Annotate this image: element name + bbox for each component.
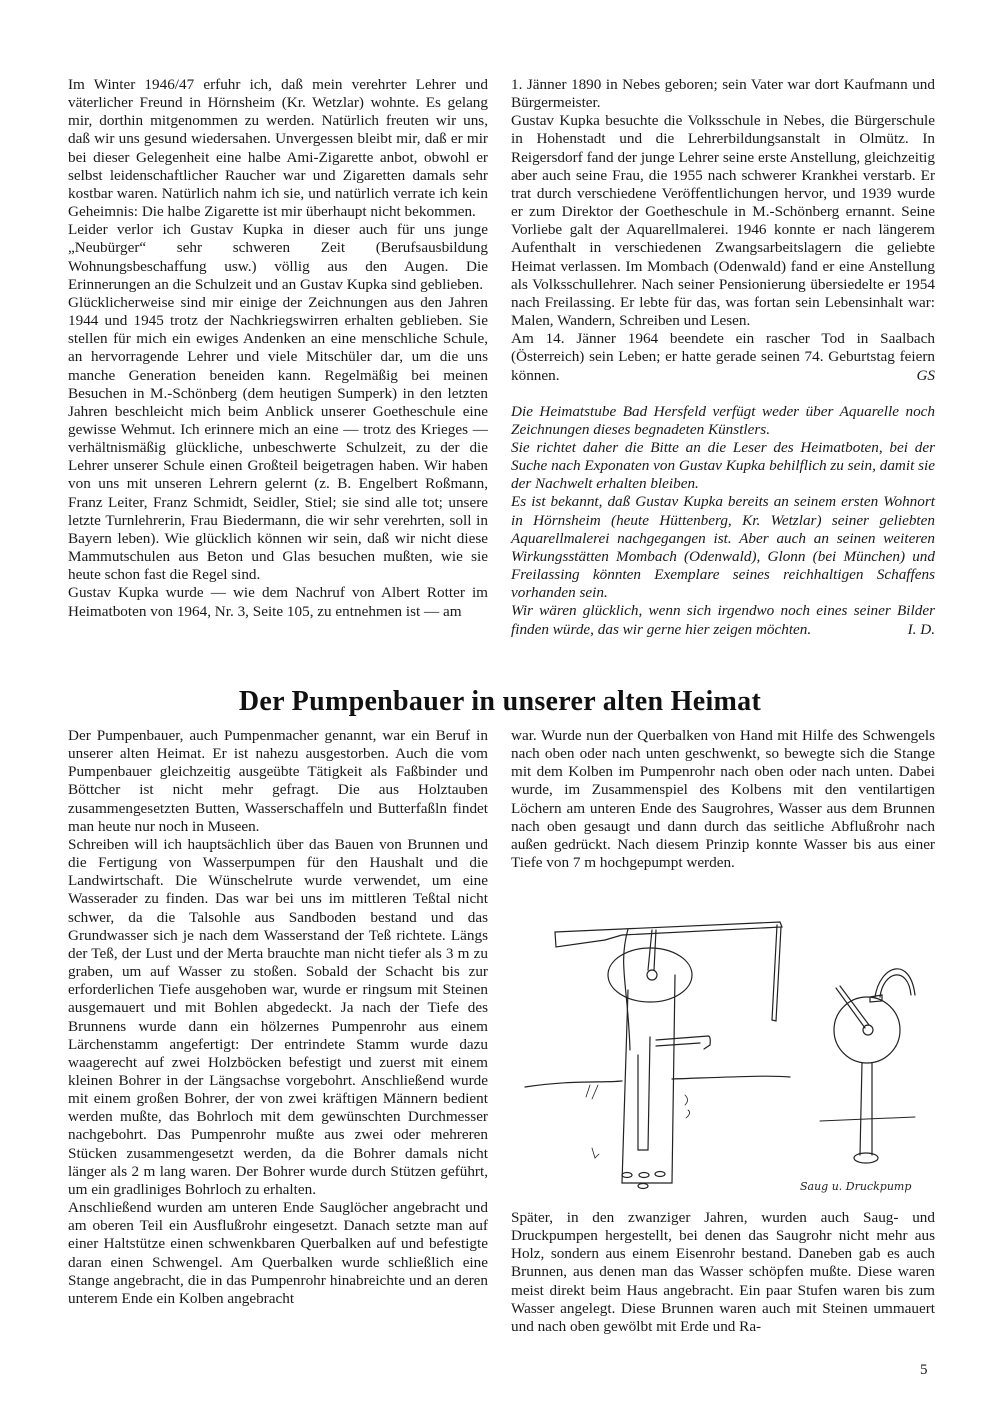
pump-handle xyxy=(836,986,869,1028)
paragraph: Im Winter 1946/47 erfuhr ich, daß mein verehrter Lehrer und väterlicher Freund in Hörnsheim (Kr. Wetzlar) wohnte. Es gelang mir, dorthin mitgenommen zu werden. Natürlich freuten wir uns, daß wir uns gesund wiedersahen. Unvergessen bleibt mir, daß er mir bei dieser Gelegenheit eine halbe Ami-Zigarette anbot, obwohl er selbst leidenschaftlicher Raucher war und Zigaretten damals sehr kostbar waren. Natürlich nahm ich sie, und natürlich verrate ich kein Geheimnis: Die halbe Zigarette ist mir überhaupt nicht bekommen. xyxy=(68,76,488,221)
pump-tube xyxy=(622,975,675,1183)
article-headline: Der Pumpenbauer in unserer alten Heimat xyxy=(238,686,762,717)
editorial-note: Die Heimatstube Bad Hersfeld verfügt weder über Aquarelle noch Zeichnungen dieses begnadeten Künstlers. xyxy=(511,402,935,438)
article1-column-left xyxy=(68,76,488,621)
paragraph: Leider verlor ich Gustav Kupka in dieser auch für uns junge „Neubürger“ sehr schweren Zeit (Berufsausbildung Wohnungsbeschaffung usw.) völlig aus den Augen. Die Erinnerungen an die Schulzeit und an Gustav Kupka sind geblieben. xyxy=(68,221,488,293)
wooden-pump-drawing xyxy=(525,922,790,1189)
paragraph: Der Pumpenbauer, auch Pumpenmacher genannt, war ein Beruf in unserer alten Heimat. Er ist nahezu ausgestorben. Auch die vom Pumpenbauer gleichzeitig ausgeübte Tätigkeit als Faßbinder und Böttcher ist nicht mehr gefragt. Die aus Holztauben zusammengesetzten Butten, Wasserschaffeln und Butterfaßln findet man heute nur noch in Museen. xyxy=(68,727,488,835)
article2-column-right-bottom xyxy=(511,1209,935,1336)
article2-column-right-top xyxy=(511,727,935,872)
drawing-caption: Saug u. Druckpump xyxy=(800,1180,912,1193)
paragraph: Schreiben will ich hauptsächlich über das Bauen von Brunnen und die Fertigung von Wasserpumpen für den Haushalt und die Landwirtschaft. Die Wünschelrute wurde verwendet, um eine Wasserader zu finden. Das war bei uns im mittleren Teßtal nicht schwer, da die Talsohle aus Sandboden bestand und das Grundwasser sich je nach dem Wasserstand der Teß richtete. Längs der Teß, der Lust und der Merta brauchte man nicht tiefer als 3 m zu graben, um auf Wasser zu stoßen. Sobald der Schacht bis zur erforderlichen Tiefe ausgehoben war, wurde er ringsum mit Steinen ausgemauert und mit Bohlen abgedeckt. Ja nach der Tiefe des Brunnens wurde dann ein hölzernes Pumpenrohr aus einem Lärchenstamm angefertigt: Der entrindete Stamm wurde dazu waagerecht auf zwei Holzböcken befestigt und zuerst mit einem kleinen Bohrer in der Längsachse vorgebohrt. Anschließend wurde mit einem großen Bohrer, der von zwei kräftigen Männern bedient werden mußte, das Bohrloch mit dem gewünschten Durchmesser nachgebohrt. Das Pumpenrohr mußte aus zwei oder mehreren Stücken zusammengesetzt werden, da die Bohrer damals nicht länger als 2 m lang waren. Der Bohrer wurde durch Stützen geführt, um ein gradliniges Bohrloch zu erhalten. xyxy=(68,835,488,1198)
paragraph: Gustav Kupka wurde — wie dem Nachruf von Albert Rotter im Heimatboten von 1964, Nr. 3, Seite 105, zu entnehmen ist — am xyxy=(68,584,488,620)
lever-beam xyxy=(555,922,782,947)
article2-column-left xyxy=(68,727,488,1308)
editorial-note: Sie richtet daher die Bitte an die Leser des Heimatboten, bei der Suche nach Exponaten von Gustav Kupka behilflich zu sein, damit sie der Nachwelt erhalten bleiben. xyxy=(511,438,935,493)
suction-pressure-pump-drawing xyxy=(820,969,915,1163)
paragraph-text: Am 14. Jänner 1964 beendete ein rascher Tod in Saalbach (Österreich) sein Leben; er hatte gerade seinen 74. Geburtstag feiern können. xyxy=(511,330,935,384)
article1-column-right xyxy=(511,76,935,639)
paragraph xyxy=(511,330,935,384)
ground-line xyxy=(525,1076,790,1087)
paragraph: Anschließend wurden am unteren Ende Sauglöcher angebracht und am oberen Teil ein Ausflußrohr eingesetzt. Danach setzte man auf einer Haltstütze einen schwenkbaren Querbalken auf und befestigte daran einen Schwengel. Am Querbalken wurde schließlich eine Stange angebracht, die in das Pumpenrohr hinabreichte und an deren unterem Ende ein Kolben angebracht xyxy=(68,1199,488,1307)
editorial-note: Es ist bekannt, daß Gustav Kupka bereits an seinem ersten Wohnort in Hörnsheim (heute Hüttenberg, Kr. Wetzlar) seiner geliebten Aquarellmalerei nachgegangen ist. Aber auch an seinen weiteren Wirkungsstätten Mombach (Odenwald), Glonn (bei München) und Freilassing könnten Exemplare seines reichhaltigen Schaffens vorhanden sein. xyxy=(511,493,935,602)
pipe-stem xyxy=(860,1063,872,1155)
paragraph: war. Wurde nun der Querbalken von Hand mit Hilfe des Schwengels nach oben oder nach unten geschwenkt, so bewegte sich die Stange mit dem Kolben im Pumpenrohr nach oben oder nach unten. Dabei wurde, im Zusammenspiel des Kolbens mit den ventilartigen Löchern am unteren Ende des Saugrohres, Wasser aus dem Brunnen nach oben gesaugt und dann durch das seitliche Abflußrohr nach außen gedrückt. Nach diesem Prinzip konnte Wasser bis aus einer Tiefe von 7 m hochgepumpt werden. xyxy=(511,727,935,872)
editorial-note xyxy=(511,602,935,638)
paragraph: 1. Jänner 1890 in Nebes geboren; sein Vater war dort Kaufmann und Bürgermeister. xyxy=(511,76,935,112)
author-signature: GS xyxy=(916,366,935,384)
ground-line-2 xyxy=(820,1117,915,1121)
note-signature: I. D. xyxy=(907,620,935,638)
pump-rod xyxy=(772,925,781,1021)
paragraph: Gustav Kupka besuchte die Volksschule in Nebes, die Bürgerschule in Hohenstadt und die Lehrerbildungsanstalt in Olmütz. In Reigersdorf fand der junge Lehrer seine erste Anstellung, gleichzeitig aber auch seine Frau, die 1955 nach schwerer Krankhei verstarb. Er trat durch verschiedene Veröffentlichungen hervor, und 1939 wurde er zum Direktor der Goetheschule in M.-Schönberg ernannt. Seine Vorliebe galt der Aquarellmalerei. 1946 konnte er nach längerem Aufenthalt in verschiedenen Zwangsarbeitslagern die geliebte Heimat verlassen. Im Mombach (Odenwald) fand er eine Anstellung als Volksschullehrer. Nach seiner Pensionierung übersiedelte er 1954 nach Freilassing. Er lebte für das, was fortan sein Lebensinhalt war: Malen, Wandern, Schreiben und Lesen. xyxy=(511,112,935,330)
pump-disk xyxy=(608,948,692,1002)
outlet-pipe xyxy=(875,969,915,997)
paragraph: Glücklicherweise sind mir einige der Zeichnungen aus den Jahren 1944 und 1945 trotz der Nachkriegswirren erhalten geblieben. Sie stellen für mich ein ewiges Andenken an eine menschliche Schule, an hervorragende Lehrer und viele Mitschüler dar, um die uns manche Generation beneiden kann. Regelmäßig bei meinen Besuchen in M.-Schönberg (dem heutigen Sumperk) in den letzten Jahren beschleicht mich beim Anblick unserer Goetheschule eine gewisse Wehmut. Ich erinnere mich an eine — trotz des Krieges — verhältnismäßig glückliche, unbeschwerte Schulzeit, zu der die Lehrer unserer Schule einen Großteil beigetragen haben. Wir haben von uns mit unseren Lehrern gelernt (z. B. Engelbert Roßmann, Franz Leiter, Franz Schmidt, Seidler, Stiel; sie sind alle tot; unsere letzte Turnlehrerin, Frau Biedermann, die wir sehr verehrten, soll in Bayern leben). Wie glücklich können wir sein, daß wir nicht diese Mammutschulen aus Beton und Glas besuchen mußten, wie sie heute schon fast die Regel sind. xyxy=(68,293,488,584)
paragraph: Später, in den zwanziger Jahren, wurden auch Saug- und Druckpumpen hergestellt, bei denen das Saugrohr nicht mehr aus Holz, sondern aus einem Eisenrohr bestand. Daneben gab es auch Brunnen, aus denen man das Wasser schöpfen mußte. Diese waren meist direkt beim Haus angebracht. Ein paar Stufen waren bis zum Wasser angelegt. Diese Brunnen waren auch mit Steinen ummauert und nach oben gewölbt mit Erde und Ra- xyxy=(511,1209,935,1335)
page-number: 5 xyxy=(920,1362,928,1378)
pump-illustration xyxy=(510,905,950,1205)
pump-spout xyxy=(656,1036,710,1049)
pump-ball xyxy=(834,997,900,1063)
paragraph-text: Wir wären glücklich, wenn sich irgendwo noch eines seiner Bilder finden würde, das wir gerne hier zeigen möchten. xyxy=(511,602,935,638)
